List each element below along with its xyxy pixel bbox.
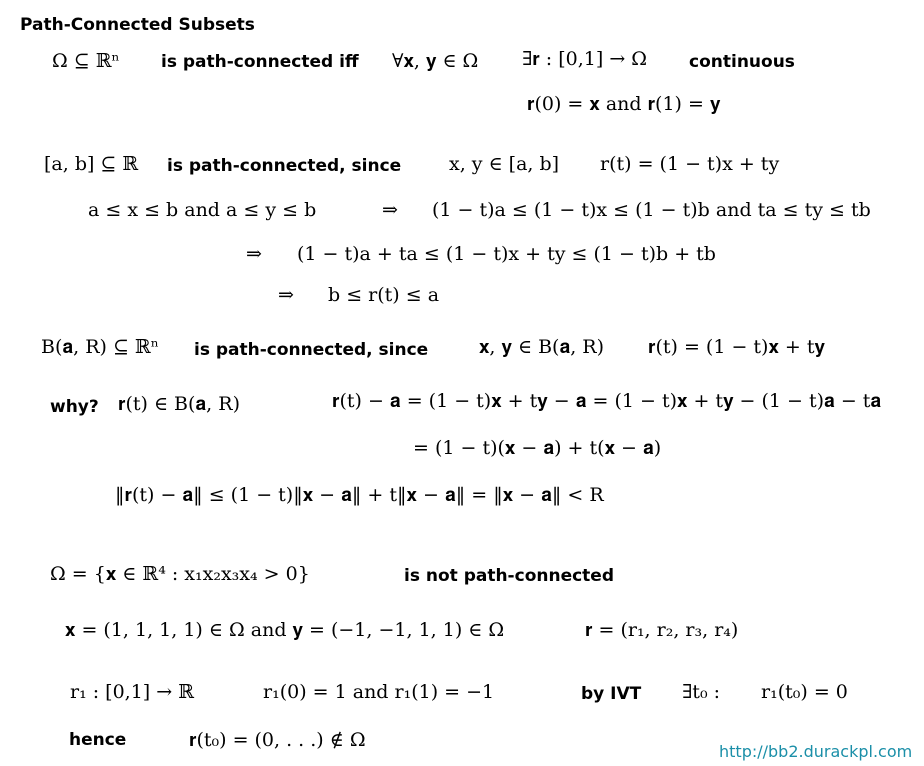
interval-set: [a, b] ⊆ ℝ bbox=[44, 153, 139, 175]
implies-arrow-2: ⇒ bbox=[246, 243, 262, 265]
interval-label: is path-connected, since bbox=[167, 156, 402, 176]
component-function: r₁ : [0,1] → ℝ bbox=[70, 681, 195, 703]
implies-arrow-3: ⇒ bbox=[278, 284, 294, 306]
conclusion: 𝐫(t₀) = (0, . . .) ∉ Ω bbox=[189, 729, 366, 751]
ball-path: 𝐫(t) = (1 − t)𝐱 + t𝐲 bbox=[648, 336, 825, 358]
why-label: why? bbox=[50, 397, 99, 417]
definition-forall: ∀𝐱, 𝐲 ∈ Ω bbox=[392, 50, 479, 72]
counterexample-path: 𝐫 = (r₁, r₂, r₃, r₄) bbox=[585, 619, 739, 641]
interval-scaled-bounds: (1 − t)a ≤ (1 − t)x ≤ (1 − t)b and ta ≤ ty ≤ tb bbox=[432, 199, 871, 221]
counterexample-points: 𝐱 = (1, 1, 1, 1) ∈ Ω and 𝐲 = (−1, −1, 1, 1) ∈ Ω bbox=[65, 619, 505, 641]
definition-endpoints: 𝐫(0) = 𝐱 and 𝐫(1) = 𝐲 bbox=[527, 93, 721, 115]
interval-path: r(t) = (1 − t)x + ty bbox=[600, 153, 780, 175]
definition-continuous-label: continuous bbox=[689, 52, 795, 72]
ball-set: B(𝐚, R) ⊆ ℝⁿ bbox=[41, 336, 159, 358]
hence-label: hence bbox=[69, 730, 127, 750]
ivt-label: by IVT bbox=[581, 684, 642, 704]
source-url[interactable]: http://bb2.durackpl.com bbox=[719, 742, 913, 761]
interval-conclusion: b ≤ r(t) ≤ a bbox=[328, 284, 440, 306]
definition-exists: ∃𝐫 : [0,1] → Ω bbox=[522, 48, 648, 70]
ball-claim: 𝐫(t) ∈ B(𝐚, R) bbox=[118, 393, 240, 415]
definition-label: is path-connected iff bbox=[161, 52, 359, 72]
ivt-root: r₁(t₀) = 0 bbox=[761, 681, 848, 703]
ivt-exists: ∃t₀ : bbox=[682, 681, 720, 703]
ball-norm-inequality: ‖𝐫(t) − 𝐚‖ ≤ (1 − t)‖𝐱 − 𝐚‖ + t‖𝐱 − 𝐚‖ = ‖𝐱 − 𝐚‖ < R bbox=[115, 484, 604, 506]
definition-set: Ω ⊆ ℝⁿ bbox=[52, 50, 120, 72]
ball-points: 𝐱, 𝐲 ∈ B(𝐚, R) bbox=[479, 336, 605, 358]
interval-sum-bounds: (1 − t)a + ta ≤ (1 − t)x + ty ≤ (1 − t)b + tb bbox=[297, 243, 716, 265]
component-values: r₁(0) = 1 and r₁(1) = −1 bbox=[263, 681, 495, 703]
ball-equation-2: = (1 − t)(𝐱 − 𝐚) + t(𝐱 − 𝐚) bbox=[413, 437, 662, 459]
page-title: Path-Connected Subsets bbox=[20, 15, 255, 35]
ball-label: is path-connected, since bbox=[194, 340, 429, 360]
interval-bounds: a ≤ x ≤ b and a ≤ y ≤ b bbox=[88, 199, 317, 221]
implies-arrow-1: ⇒ bbox=[382, 199, 398, 221]
ball-equation-1: 𝐫(t) − 𝐚 = (1 − t)𝐱 + t𝐲 − 𝐚 = (1 − t)𝐱 + t𝐲 − (1 − t)𝐚 − t𝐚 bbox=[332, 390, 882, 412]
counterexample-set: Ω = {𝐱 ∈ ℝ⁴ : x₁x₂x₃x₄ > 0} bbox=[50, 563, 310, 585]
counterexample-label: is not path-connected bbox=[404, 566, 615, 586]
interval-points: x, y ∈ [a, b] bbox=[449, 153, 560, 175]
